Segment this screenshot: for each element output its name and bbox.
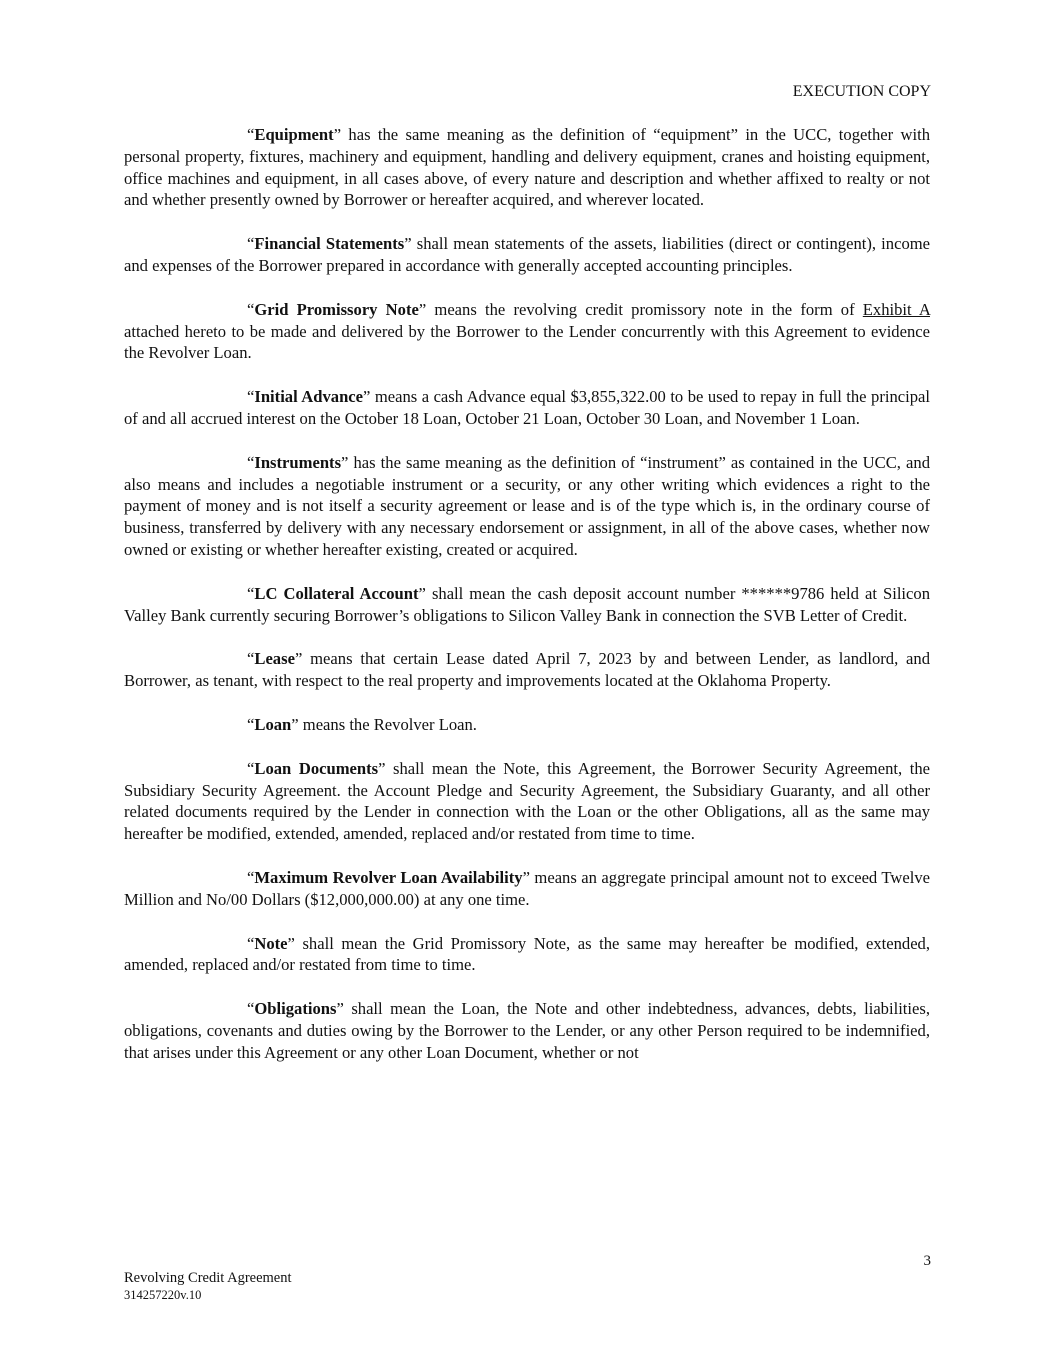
- definitions-section: [124, 124, 930, 1086]
- definition-text: attached hereto to be made and delivered by the Borrower to the Lender concurrently with this Agreement to evidence the Revolver Loan.: [124, 321, 930, 363]
- definition-loan-documents: “Loan Documents” shall mean the Note, this Agreement, the Borrower Security Agreement, the Subsidiary Security Agreement. the Account Pledge and Security Agreement, the Subsidiary Guaranty, and all other related documents required by the Lender in connection with the Loan or the other Obligations, all as the same may hereafter be modified, extended, amended, replaced and/or restated from time to time.: [124, 758, 930, 844]
- document-footer: [124, 1269, 292, 1303]
- defined-term: Instruments: [254, 452, 342, 472]
- defined-term: Loan: [254, 714, 292, 734]
- defined-term: Maximum Revolver Loan Availability: [254, 867, 523, 887]
- definition-text: shall mean the Grid Promissory Note, as the same may hereafter be modified, extended, amended, replaced and/or restated from time to time.: [124, 933, 930, 975]
- definition-maximum-revolver-loan-availability: “Maximum Revolver Loan Availability” means an aggregate principal amount not to exceed Twelve Million and No/00 Dollars ($12,000,000.00) at any one time.: [124, 867, 931, 909]
- defined-term: Grid Promissory Note: [254, 299, 419, 319]
- definition-text: has the same meaning as the definition of “instrument” as contained in the UCC, and also means and includes a negotiable instrument or a security, or any other writing which evidences a right to the payment of money and is not itself a security agreement or lease and is of the type which is, in the ordinary course of business, transferred by delivery with any necessary endorsement or assignment, in all of the above cases, whether now owned or existing or whether hereafter existing, created or acquired.: [124, 452, 930, 559]
- definition-text: shall mean the Note, this Agreement, the Borrower Security Agreement, the Subsidiary Security Agreement. the Account Pledge and Security Agreement, the Subsidiary Guaranty, and all other related documents required by the Lender in connection with the Loan or the other Obligations, all as the same may hereafter be modified, extended, amended, replaced and/or restated from time to time.: [124, 758, 930, 844]
- definition-obligations: “Obligations” shall mean the Loan, the Note and other indebtedness, advances, debts, liabilities, obligations, covenants and duties owing by the Borrower to the Lender, or any other Person required to be indemnified, that arises under this Agreement or any other Loan Document, whether or not: [124, 999, 930, 1062]
- definition-text: has the same meaning as the definition of “equipment” in the UCC, together with personal property, fixtures, machinery and equipment, handling and delivery equipment, cranes and hoisting equipment, office machines and equipment, in all cases above, of every nature and description and whether affixed to realty or not and whether presently owned by Borrower or hereafter acquired, and wherever located.: [124, 125, 930, 210]
- defined-term: Initial Advance: [254, 387, 364, 407]
- footer-title: Revolving Credit Agreement: [124, 1270, 292, 1286]
- definition-text: shall mean the Loan, the Note and other indebtedness, advances, debts, liabilities, obligations, covenants and duties owing by the Borrower to the Lender, or any other Person required to be indemnified, that arises under this Agreement or any other Loan Document, whether or not: [124, 999, 930, 1062]
- definition-note: “Note” shall mean the Grid Promissory Note, as the same may hereafter be modified, extended, amended, replaced and/or restated from time to time.: [124, 933, 930, 975]
- definition-lc-collateral-account: “LC Collateral Account” shall mean the cash deposit account number ******9786 held at Silicon Valley Bank currently securing Borrower’s obligations to Silicon Valley Bank in connection the SVB Letter of Credit.: [124, 583, 931, 625]
- definition-instruments: “Instruments” has the same meaning as the definition of “instrument” as contained in the UCC, and also means and includes a negotiable instrument or a security, or any other writing which evidences a right to the payment of money and is not itself a security agreement or lease and is of the type which is, in the ordinary course of business, transferred by delivery with any necessary endorsement or assignment, in all of the above cases, whether now owned or existing or whether hereafter existing, created or acquired.: [124, 452, 930, 559]
- definition-text: means the revolving credit promissory note in the form of: [434, 299, 855, 319]
- definition-text: shall mean the cash deposit account number ******9786 held at Silicon Valley Bank currently securing Borrower’s obligations to Silicon Valley Bank in connection the SVB Letter of Credit.: [124, 583, 931, 625]
- defined-term: Loan Documents: [254, 758, 379, 778]
- definition-text: means the Revolver Loan.: [302, 714, 477, 734]
- page-number: 3: [923, 1253, 931, 1269]
- defined-term: Financial Statements: [254, 234, 405, 254]
- definition-equipment: “Equipment” has the same meaning as the definition of “equipment” in the UCC, together with personal property, fixtures, machinery and equipment, handling and delivery equipment, cranes and hoisting equipment, office machines and equipment, in all cases above, of every nature and description and whether affixed to realty or not and whether presently owned by Borrower or hereafter acquired, and wherever located.: [124, 125, 930, 210]
- exhibit-a-reference: Exhibit A: [862, 299, 930, 319]
- defined-term: Equipment: [254, 125, 334, 144]
- defined-term: Lease: [254, 649, 295, 669]
- definition-loan: “Loan” means the Revolver Loan.: [247, 714, 477, 734]
- definition-grid-promissory-note: “Grid Promissory Note” means the revolving credit promissory note in the form of Exhibit A attached hereto to be made and delivered by the Borrower to the Lender concurrently with this Agreement to evidence the Revolver Loan.: [124, 299, 930, 363]
- defined-term: Note: [254, 933, 288, 953]
- definition-text: means that certain Lease dated April 7, 2023 by and between Lender, as landlord, and Borrower, as tenant, with respect to the real property and improvements located at the Oklahoma Property.: [124, 649, 930, 691]
- defined-term: LC Collateral Account: [254, 583, 419, 603]
- definition-text: means an aggregate principal amount not to exceed Twelve Million and No/00 Dollars ($12,000,000.00) at any one time.: [124, 867, 931, 909]
- definition-financial-statements: “Financial Statements” shall mean statements of the assets, liabilities (direct or contingent), income and expenses of the Borrower prepared in accordance with generally accepted accounting principles.: [124, 234, 931, 275]
- defined-term: Obligations: [254, 999, 337, 1019]
- document-header: EXECUTION COPY: [792, 83, 931, 100]
- definition-text: shall mean statements of the assets, liabilities (direct or contingent), income and expenses of the Borrower prepared in accordance with generally accepted accounting principles.: [124, 234, 931, 275]
- footer-doc-id: 314257220v.10: [124, 1288, 202, 1302]
- definition-lease: “Lease” means that certain Lease dated April 7, 2023 by and between Lender, as landlord, and Borrower, as tenant, with respect to the real property and improvements located at the Oklahoma Property.: [124, 649, 930, 691]
- definition-text: means a cash Advance equal $3,855,322.00 to be used to repay in full the principal of and all accrued interest on the October 18 Loan, October 21 Loan, October 30 Loan, and November 1 Loan.: [124, 387, 930, 428]
- definition-initial-advance: “Initial Advance” means a cash Advance equal $3,855,322.00 to be used to repay in full the principal of and all accrued interest on the October 18 Loan, October 21 Loan, October 30 Loan, and November 1 Loan.: [124, 387, 930, 428]
